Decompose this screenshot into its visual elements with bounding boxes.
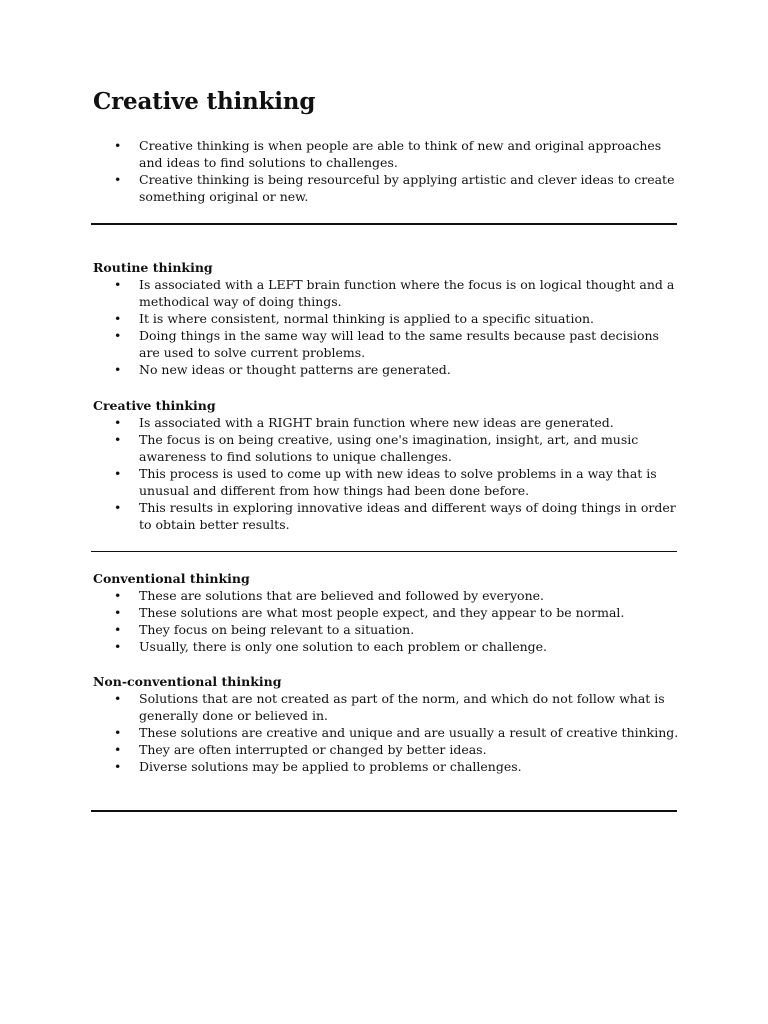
conventional-thinking-section [93, 570, 683, 655]
list-item: • This process is used to come up with new ideas to solve problems in a way that is unusual and different from how things had been done before. [93, 465, 683, 499]
section-heading: Conventional thinking [93, 571, 250, 586]
list-item: • Usually, there is only one solution to each problem or challenge. [93, 638, 683, 655]
intro-section [93, 137, 683, 205]
list-item: • Is associated with a RIGHT brain function where new ideas are generated. [93, 414, 683, 431]
section-heading: Creative thinking [93, 398, 216, 413]
creative-thinking-list [93, 414, 683, 533]
list-item: • Diverse solutions may be applied to problems or challenges. [93, 758, 683, 775]
page-title: Creative thinking [93, 88, 316, 115]
list-item: • Doing things in the same way will lead to the same results because past decisions are used to solve current problems. [93, 327, 683, 361]
list-item: • These solutions are creative and unique and are usually a result of creative thinking. [93, 724, 683, 741]
routine-thinking-section [93, 259, 683, 378]
section-divider [91, 223, 677, 225]
section-divider [91, 810, 677, 812]
creative-thinking-section [93, 397, 683, 533]
list-item: • No new ideas or thought patterns are generated. [93, 361, 683, 378]
non-conventional-thinking-section [93, 673, 683, 775]
list-item: • They focus on being relevant to a situation. [93, 621, 683, 638]
conventional-thinking-list [93, 587, 683, 655]
list-item: • Creative thinking is being resourceful by applying artistic and clever ideas to create something original or new. [93, 171, 683, 205]
intro-list [93, 137, 683, 205]
list-item: • Solutions that are not created as part of the norm, and which do not follow what is generally done or believed in. [93, 690, 683, 724]
list-item: • This results in exploring innovative ideas and different ways of doing things in order to obtain better results. [93, 499, 683, 533]
list-item: • Is associated with a LEFT brain function where the focus is on logical thought and a methodical way of doing things. [93, 276, 683, 310]
section-heading: Routine thinking [93, 260, 213, 275]
routine-thinking-list [93, 276, 683, 378]
list-item: • It is where consistent, normal thinking is applied to a specific situation. [93, 310, 683, 327]
list-item: • They are often interrupted or changed by better ideas. [93, 741, 683, 758]
list-item: • These solutions are what most people expect, and they appear to be normal. [93, 604, 683, 621]
list-item: • The focus is on being creative, using one's imagination, insight, art, and music awareness to find solutions to unique challenges. [93, 431, 683, 465]
list-item: • These are solutions that are believed and followed by everyone. [93, 587, 683, 604]
section-divider [91, 551, 677, 552]
list-item: • Creative thinking is when people are able to think of new and original approaches and ideas to find solutions to challenges. [93, 137, 683, 171]
section-heading: Non-conventional thinking [93, 674, 282, 689]
non-conventional-thinking-list [93, 690, 683, 775]
